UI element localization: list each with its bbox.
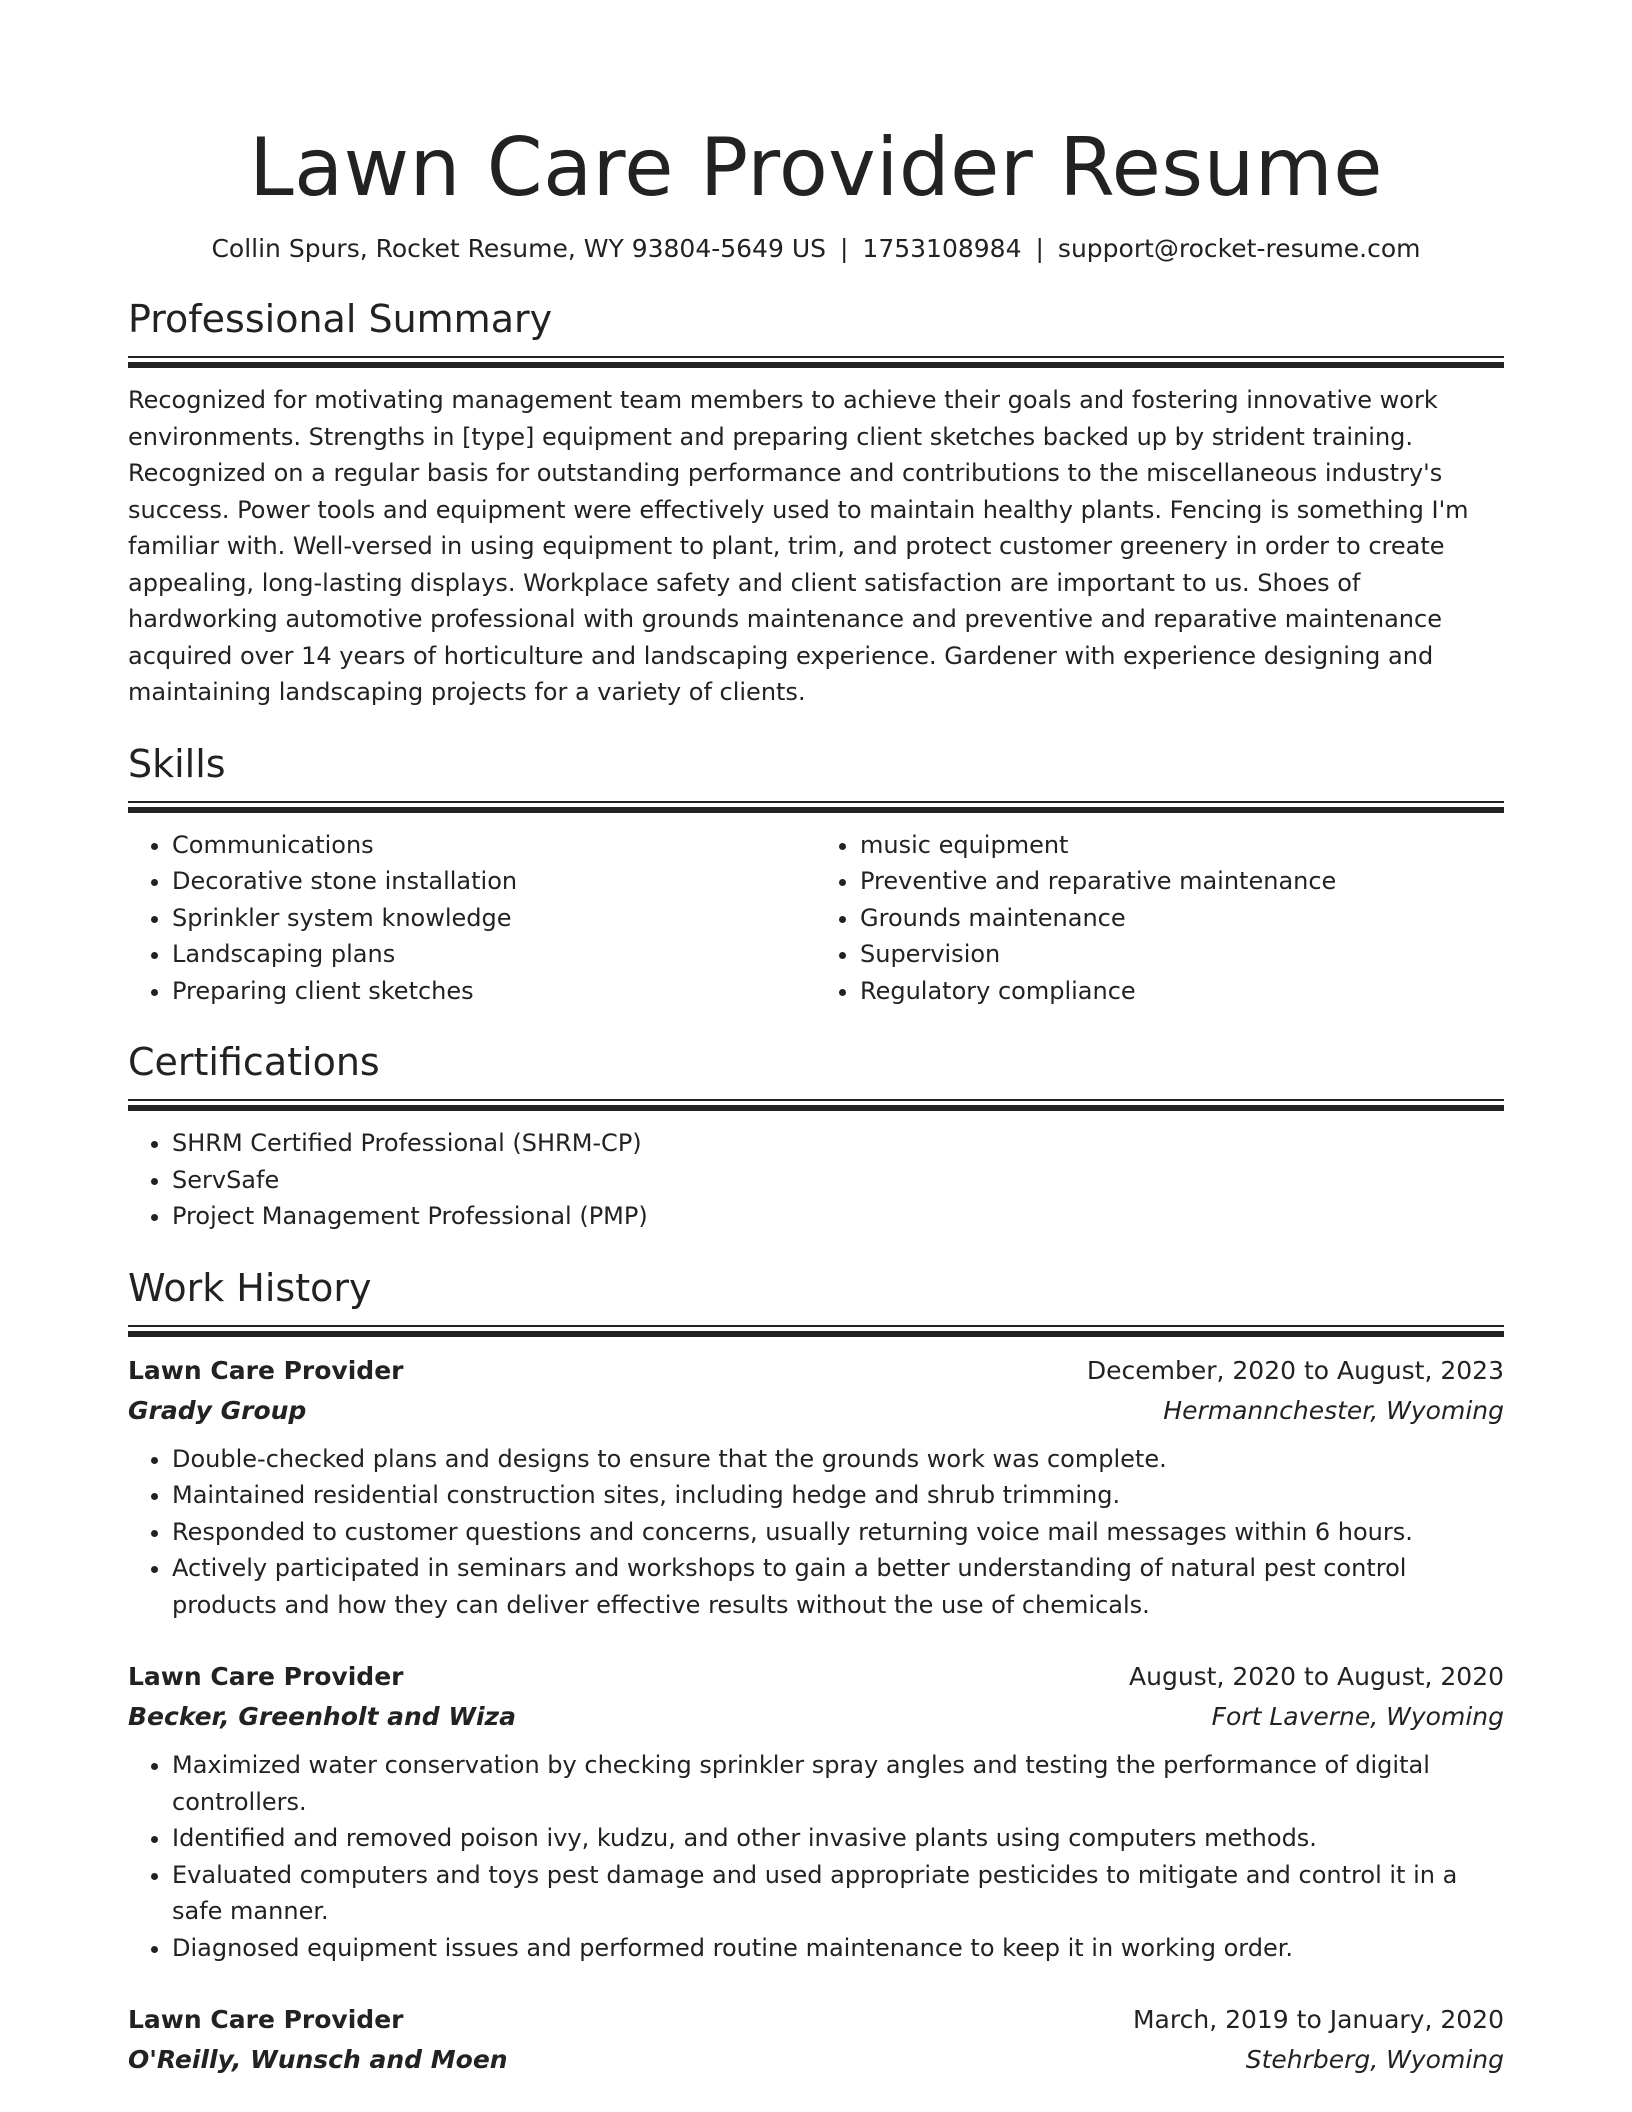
contact-email[interactable]: support@rocket-resume.com: [1057, 234, 1421, 263]
contact-address: Collin Spurs, Rocket Resume, WY 93804-5649 US: [211, 234, 826, 263]
resume-title: Lawn Care Provider Resume: [249, 121, 1383, 214]
job-bullets: [128, 1441, 1504, 1624]
job-location: Fort Laverne, Wyoming: [1211, 1702, 1504, 1731]
skill-item: • Regulatory compliance: [860, 973, 1504, 1010]
skill-item: • Grounds maintenance: [860, 900, 1504, 937]
job-bullets: [128, 1747, 1504, 1966]
job-entry: [128, 1351, 1504, 1624]
skill-item: • Supervision: [860, 936, 1504, 973]
contact-separator: |: [839, 234, 849, 263]
job-bullet: • Maintained residential construction sites, including hedge and shrub trimming.: [172, 1477, 1504, 1514]
contact-separator: |: [1035, 234, 1044, 263]
job-bullet: • Evaluated computers and toys pest damage and used appropriate pesticides to mitigate and control it in a safe manner.: [172, 1857, 1504, 1930]
skills-list-right: [816, 827, 1504, 1010]
section-heading: Work History: [128, 1265, 372, 1310]
job-subheader: [128, 2040, 1504, 2080]
job-bullet: • Actively participated in seminars and workshops to gain a better understanding of natural pest control products and how they can deliver effective results without the use of chemicals.: [172, 1550, 1504, 1623]
job-location: Stehrberg, Wyoming: [1245, 2045, 1504, 2074]
section-divider: [128, 1099, 1504, 1111]
job-bullet: • Identified and removed poison ivy, kudzu, and other invasive plants using computers methods.: [172, 1820, 1504, 1857]
skill-item: • music equipment: [860, 827, 1504, 864]
job-company: Grady Group: [128, 1395, 307, 1425]
job-bullet: • Double-checked plans and designs to ensure that the grounds work was complete.: [172, 1441, 1504, 1478]
job-title: Lawn Care Provider: [128, 1662, 404, 1691]
job-title: Lawn Care Provider: [128, 2005, 404, 2034]
job-bullet: • Maximized water conservation by checking sprinkler spray angles and testing the performance of digital controllers.: [172, 1747, 1504, 1820]
work-history-section: [128, 1263, 1504, 2081]
skill-item: • Communications: [172, 827, 816, 864]
job-entry: [128, 2000, 1504, 2080]
job-dates: December, 2020 to August, 2023: [1086, 1355, 1504, 1385]
certifications-section: [128, 1037, 1504, 1235]
skills-list-left: [128, 827, 816, 1010]
skills-section: [128, 739, 1504, 1010]
section-divider: [128, 356, 1504, 368]
job-title: Lawn Care Provider: [128, 1355, 404, 1385]
job-dates: March, 2019 to January, 2020: [1132, 2005, 1504, 2034]
summary-text: Recognized for motivating management team members to achieve their goals and fostering innovative work environments. Strengths in [type] equipment and preparing client sketches backed up by strident training. Recognized on a regular basis for outstanding performance and contributions to the miscellaneous industry's success. Power tools and equipment were effectively used to maintain healthy plants. Fencing is something I'm familiar with. Well-versed in using equipment to plant, trim, and protect customer greenery in order to create appealing, long-lasting displays. Workplace safety and client satisfaction are important to us. Shoes of hardworking automotive professional with grounds maintenance and preventive and reparative maintenance acquired over 14 years of horticulture and landscaping experience. Gardener with experience designing and maintaining landscaping projects for a variety of clients.: [128, 386, 1469, 706]
certification-item: • ServSafe: [172, 1162, 1504, 1199]
contact-line: [128, 232, 1504, 266]
skill-item: • Preventive and reparative maintenance: [860, 863, 1504, 900]
certifications-list: [128, 1125, 1504, 1235]
section-divider: [128, 801, 1504, 813]
summary-section: [128, 294, 1504, 711]
section-heading: Certifications: [128, 1040, 380, 1084]
certification-item: • Project Management Professional (PMP): [172, 1198, 1504, 1235]
skills-grid: [128, 827, 1504, 1010]
skill-item: • Decorative stone installation: [172, 863, 816, 900]
section-heading: Professional Summary: [128, 297, 553, 341]
certification-item: • SHRM Certified Professional (SHRM-CP): [172, 1125, 1504, 1162]
job-header: [128, 1351, 1504, 1391]
job-subheader: [128, 1697, 1504, 1737]
section-heading: Skills: [128, 741, 226, 786]
section-divider: [128, 1325, 1504, 1337]
job-dates: August, 2020 to August, 2020: [1129, 1662, 1504, 1691]
job-bullet: • Diagnosed equipment issues and performed routine maintenance to keep it in working order.: [172, 1930, 1504, 1967]
job-bullet: • Responded to customer questions and concerns, usually returning voice mail messages within 6 hours.: [172, 1514, 1504, 1551]
job-entry: [128, 1657, 1504, 1966]
skill-item: • Sprinkler system knowledge: [172, 900, 816, 937]
skill-item: • Landscaping plans: [172, 936, 816, 973]
job-header: [128, 2000, 1504, 2040]
job-subheader: [128, 1391, 1504, 1431]
job-company: Becker, Greenholt and Wiza: [128, 1702, 516, 1731]
job-header: [128, 1657, 1504, 1697]
job-company: O'Reilly, Wunsch and Moen: [128, 2045, 508, 2074]
job-location: Hermannchester, Wyoming: [1163, 1395, 1504, 1425]
contact-phone: 1753108984: [862, 234, 1022, 263]
skill-item: • Preparing client sketches: [172, 973, 816, 1010]
